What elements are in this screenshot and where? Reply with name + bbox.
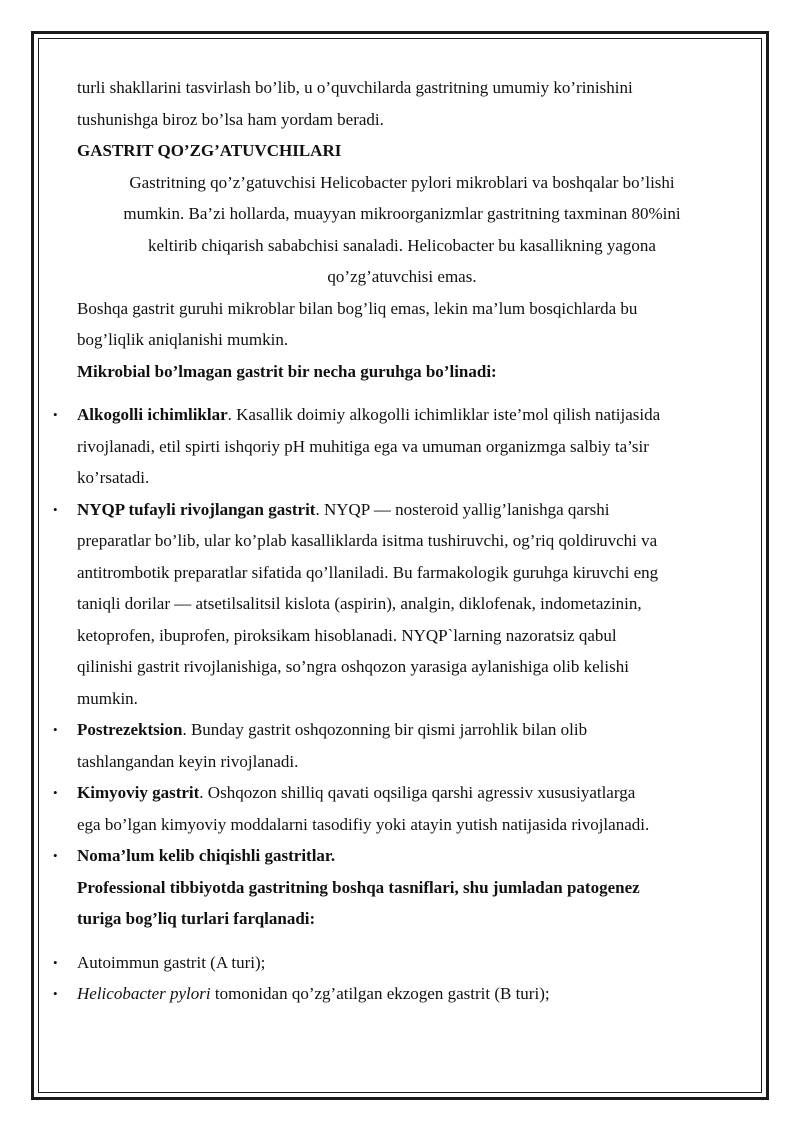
non-microbial-gastritis-list bbox=[53, 399, 727, 872]
document-body bbox=[53, 72, 727, 1010]
list-item-text: . Bunday gastrit oshqozonning bir qismi jarrohlik bilan olib bbox=[182, 720, 588, 739]
spacer bbox=[77, 387, 727, 399]
paragraph-2-line-1: Boshqa gastrit guruhi mikroblar bilan bog’liq emas, lekin ma’lum bosqichlarda bu bbox=[77, 298, 638, 318]
list-item-text: tashlangandan keyin rivojlanadi. bbox=[77, 751, 299, 771]
bullet-icon: • bbox=[53, 986, 58, 1001]
intro-paragraph bbox=[77, 72, 727, 135]
subheading-non-microbial: Mikrobial bo’lmagan gastrit bir necha guruhga bo’linadi: bbox=[77, 361, 497, 381]
list-item-text: preparatlar bo’lib, ular ko’plab kasalliklarda isitma tushiruvchi, og’riq qoldiruvchi va bbox=[77, 531, 658, 550]
list-item-text: ketoprofen, ibuprofen, piroksikam hisoblanadi. NYQP`larning nazoratsiz qabul bbox=[77, 625, 617, 645]
list-item-text: taniqli dorilar — atsetilsalitsil kislota (aspirin), analgin, diklofenak, indometazinin, bbox=[77, 594, 642, 613]
bullet-icon: • bbox=[53, 954, 58, 970]
list-item-term: Alkogolli ichimliklar bbox=[77, 405, 228, 424]
list-item-text: rivojlanadi, etil spirti ishqoriy pH muhitiga ega va umuman organizmga salbiy ta’sir bbox=[77, 436, 649, 456]
intro-line-2: tushunishga biroz bo’lsa ham yordam beradi. bbox=[77, 109, 384, 129]
centered-line-4: qo’zg’atuvchisi emas. bbox=[327, 267, 477, 286]
list-item-text: . NYQP — nosteroid yallig’lanishga qarshi bbox=[315, 499, 610, 519]
subheading-classification bbox=[77, 872, 727, 935]
paragraph-2-line-2: bog’liqlik aniqlanishi mumkin. bbox=[77, 330, 289, 349]
list-item-text: mumkin. bbox=[77, 688, 138, 708]
subheading-classification-line-1: Professional tibbiyotda gastritning boshqa tasniflari, shu jumladan patogenez bbox=[77, 877, 640, 897]
list-item-term: Kimyoviy gastrit bbox=[77, 783, 200, 802]
list-item-text: antitrombotik preparatlar sifatida qo’llaniladi. Bu farmakologik guruhga kiruvchi eng bbox=[77, 562, 659, 582]
list-item-text: ko’rsatadi. bbox=[77, 468, 150, 487]
centered-line-2: mumkin. Ba’zi hollarda, muayyan mikroorganizmlar gastritning taxminan 80%ini bbox=[123, 204, 681, 223]
centered-paragraph bbox=[77, 167, 727, 293]
list-item-italic-term: Helicobacter pylori bbox=[77, 984, 211, 1003]
centered-line-1: Gastritning qo’z’gatuvchisi Helicobacter pylori mikroblari va boshqalar bo’lishi bbox=[129, 172, 675, 192]
bullet-icon: • bbox=[53, 722, 58, 737]
list-item-text: qilinishi gastrit rivojlanishiga, so’ngra oshqozon yarasiga aylanishiga olib kelishi bbox=[77, 657, 629, 676]
spacer bbox=[77, 935, 727, 947]
list-item bbox=[53, 777, 727, 840]
section-heading: GASTRIT QO’ZG’ATUVCHILARI bbox=[77, 141, 342, 160]
bullet-icon: • bbox=[53, 407, 58, 422]
list-item bbox=[53, 714, 727, 777]
subheading-classification-line-2: turiga bog’liq turlari farqlanadi: bbox=[77, 909, 316, 928]
intro-line-1: turli shakllarini tasvirlash bo’lib, u o’quvchilarda gastritning umumiy ko’rinishini bbox=[77, 78, 633, 97]
pathogenesis-types-list bbox=[53, 947, 727, 1010]
list-item-text: . Kasallik doimiy alkogolli ichimliklar iste’mol qilish natijasida bbox=[227, 405, 661, 424]
list-item bbox=[53, 399, 727, 494]
list-item-text: ega bo’lgan kimyoviy moddalarni tasodifiy yoki atayin yutish natijasida rivojlanadi. bbox=[77, 814, 650, 834]
bullet-icon: • bbox=[53, 848, 58, 863]
list-item-term: Postrezektsion bbox=[77, 720, 183, 739]
list-item-text: tomonidan qo’zg’atilgan ekzogen gastrit (B turi); bbox=[210, 984, 550, 1003]
list-item bbox=[53, 978, 727, 1010]
bullet-icon: • bbox=[53, 785, 58, 800]
list-item-term: NYQP tufayli rivojlangan gastrit bbox=[77, 499, 316, 519]
list-item bbox=[53, 947, 727, 979]
list-item bbox=[53, 494, 727, 715]
list-item-text: . Oshqozon shilliq qavati oqsiliga qarshi agressiv xususiyatlarga bbox=[199, 783, 636, 802]
paragraph-2 bbox=[77, 293, 727, 356]
list-item-term: Noma’lum kelib chiqishli gastritlar. bbox=[77, 846, 336, 865]
list-item bbox=[53, 840, 727, 872]
centered-line-3: keltirib chiqarish sababchisi sanaladi. Helicobacter bu kasallikning yagona bbox=[148, 235, 656, 255]
bullet-icon: • bbox=[53, 501, 58, 517]
list-item-text: Autoimmun gastrit (A turi); bbox=[77, 952, 266, 972]
